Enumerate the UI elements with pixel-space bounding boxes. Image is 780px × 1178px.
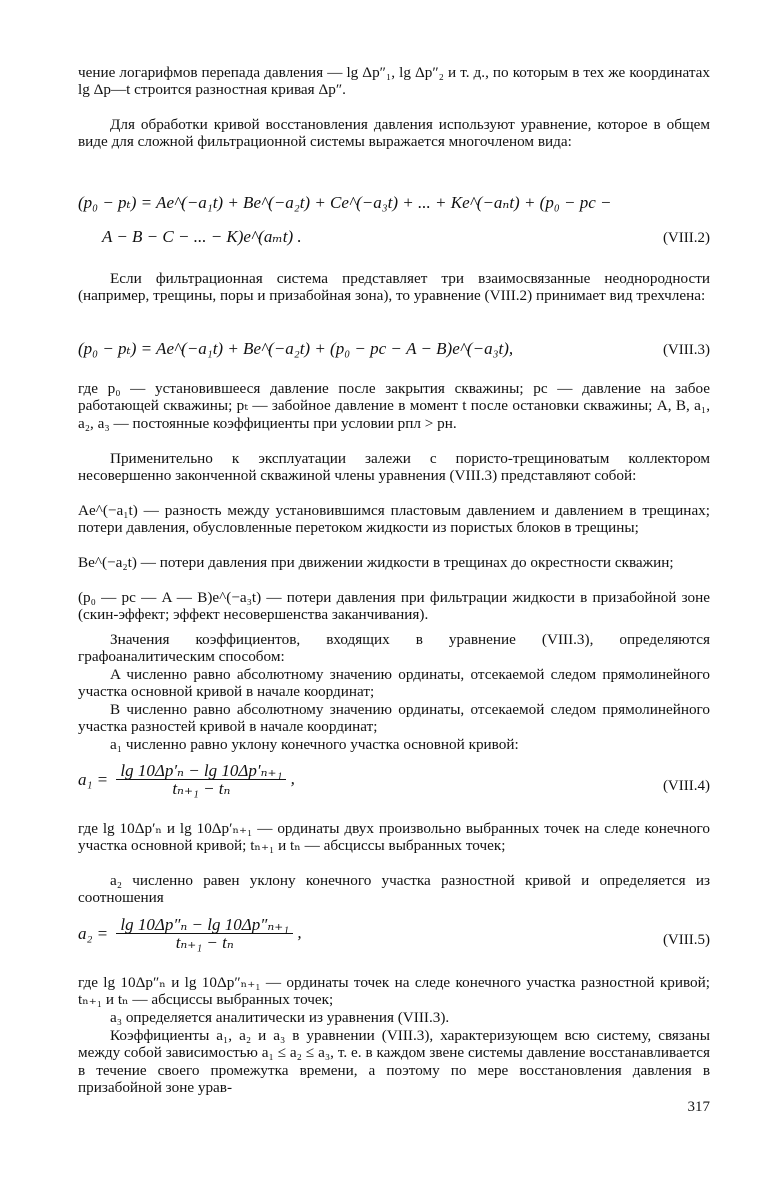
equation-number-viii-4: (VIII.4) [662, 778, 710, 794]
formula-viii-4-tail: , [290, 768, 295, 788]
paragraph-6: Ae^(−a₁t) — разность между установившимся пластовым давлением и давлением в трещинах; потери давления, обусловленные перетоком жидкости из пористых блоков в трещины; [78, 502, 710, 537]
formula-viii-4-numerator: lg 10Δp′ₙ − lg 10Δp′ₙ₊₁ [116, 762, 286, 780]
formula-viii-4-fraction [116, 762, 286, 798]
formula-viii-5-denominator: tₙ₊₁ − tₙ [175, 933, 234, 953]
paragraph-5: Применительно к эксплуатации залежи с пористо-трещиноватым коллектором несовершенно законченной скважиной члены уравнения (VIII.3) представляют собой: [78, 450, 710, 485]
page-number: 317 [687, 1099, 710, 1115]
paragraph-9: Значения коэффициентов, входящих в уравнение (VIII.3), определяются графоаналитическим способом: [78, 631, 710, 666]
formula-viii-2-expression-2: A − B − C − ... − K)e^(aₘt) . [102, 227, 302, 246]
page-body [78, 64, 710, 1119]
formula-viii-4 [78, 758, 710, 820]
paragraph-16: a₃ определяется аналитически из уравнения (VIII.3). [110, 1009, 450, 1026]
formula-viii-4-denominator: tₙ₊₁ − tₙ [172, 779, 231, 799]
formula-viii-4-lhs: a₁ = [78, 770, 109, 790]
formula-viii-2-line-1 [78, 186, 710, 228]
paragraph-14: a₂ численно равен уклону конечного участка разностной кривой и определяется из соотношения [78, 872, 710, 907]
paragraph-8: (p₀ — pс — A — B)e^(−a₃t) — потери давления при фильтрации жидкости в призабойной зоне (скин-эффект; эффект несовершенства заканчивания). [78, 589, 710, 624]
paragraph-15: где lg 10Δp″ₙ и lg 10Δp″ₙ₊₁ — ординаты точек на следе конечного участка разностной кривой; tₙ₊₁ и tₙ — абсциссы выбранных точек; [78, 974, 710, 1009]
paragraph-7: Be^(−a₂t) — потери давления при движении жидкости в трещинах до окрестности скважин; [78, 554, 674, 571]
formula-viii-3 [78, 332, 710, 380]
paragraph-13: где lg 10Δp′ₙ и lg 10Δp′ₙ₊₁ — ординаты двух произвольно выбранных точек на следе конечного участка основной кривой; tₙ₊₁ и tₙ — абсциссы выбранных точек; [78, 820, 710, 855]
formula-viii-5-fraction [116, 916, 293, 952]
formula-viii-5-numerator: lg 10Δp″ₙ − lg 10Δp″ₙ₊₁ [116, 916, 293, 934]
equation-number-viii-5: (VIII.5) [662, 932, 710, 948]
formula-viii-5 [78, 912, 710, 974]
formula-viii-3-expression: (p₀ − pₜ) = Ae^(−a₁t) + Be^(−a₂t) + (p₀ − pс − A − B)e^(−a₃t), [78, 339, 514, 358]
formula-viii-2-expression-1: (p₀ − pₜ) = Ae^(−a₁t) + Be^(−a₂t) + Ce^(−a₃t) + ... + Ke^(−aₙt) + (p₀ − pс − [78, 193, 612, 212]
paragraph-1: чение логарифмов перепада давления — lg Δp″₁, lg Δp″₂ и т. д., по которым в тех же координатах lg Δp—t строится разностная кривая Δp″. [78, 64, 710, 99]
formula-viii-2-line-2 [78, 228, 710, 266]
equation-number-viii-2: (VIII.2) [662, 230, 710, 246]
paragraph-4: где p₀ — установившееся давление после закрытия скважины; pс — давление на забое работающей скважины; pₜ — забойное давление в момент t после остановки скважины; A, B, a₁, a₂, a₃ — постоянные коэффициенты при условии pпл > pн. [78, 380, 710, 432]
paragraph-11: B численно равно абсолютному значению ординаты, отсекаемой следом прямолинейного участка разностей кривой в начале координат; [78, 701, 710, 736]
paragraph-12: a₁ численно равно уклону конечного участка основной кривой: [110, 736, 519, 753]
paragraph-2: Для обработки кривой восстановления давления используют уравнение, которое в общем виде для сложной фильтрационной системы выражается многочленом вида: [78, 116, 710, 151]
formula-viii-5-lhs: a₂ = [78, 924, 109, 944]
paragraph-10: A численно равно абсолютному значению ординаты, отсекаемой следом прямолинейного участка основной кривой в начале координат; [78, 666, 710, 701]
page-footer [78, 1097, 710, 1119]
formula-viii-5-tail: , [297, 922, 302, 942]
paragraph-3: Если фильтрационная система представляет три взаимосвязанные неоднородности (например, трещины, поры и призабойная зона), то уравнение (VIII.2) принимает вид трехчлена: [78, 270, 710, 305]
equation-number-viii-3: (VIII.3) [662, 342, 710, 358]
paragraph-17: Коэффициенты a₁, a₂ и a₃ в уравнении (VIII.3), характеризующем всю систему, связаны между собой зависимостью a₁ ≤ a₂ ≤ a₃, т. е. в каждом звене системы давление восстанавливается в течение своего промежутка времени, а поэтому по мере восстановления давления в призабойной зоне урав- [78, 1027, 710, 1097]
